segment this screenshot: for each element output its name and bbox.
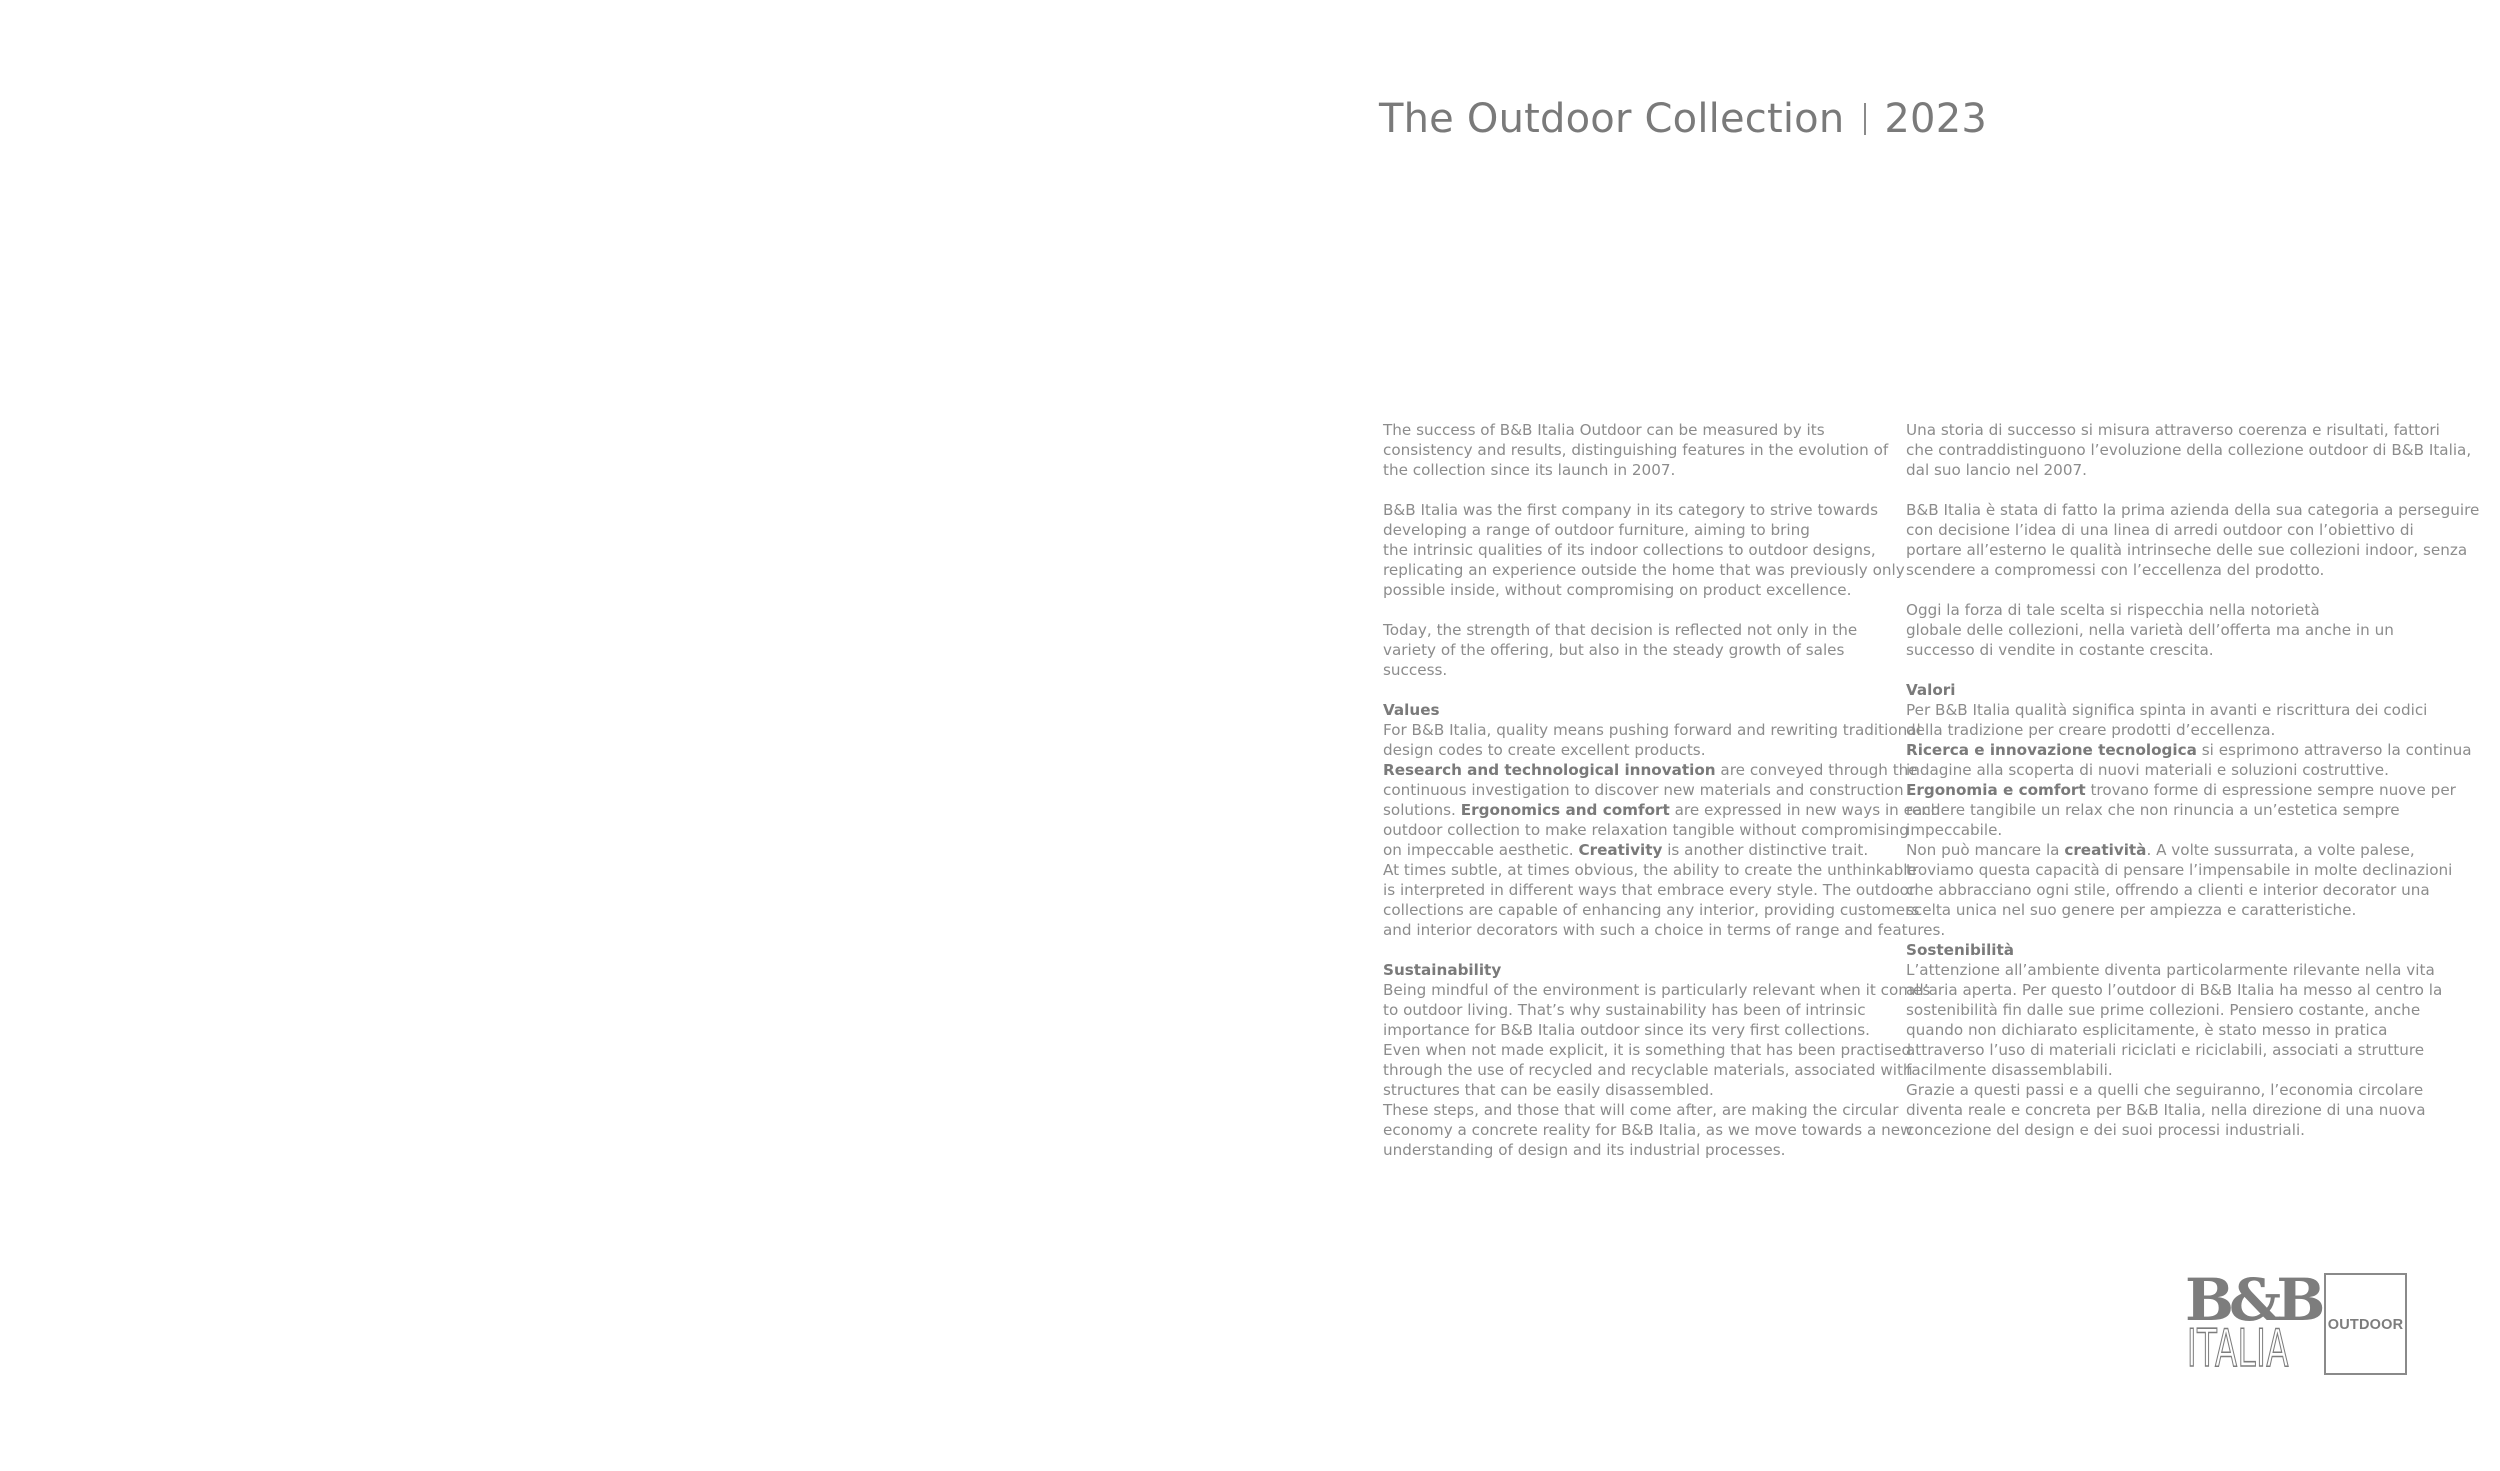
text-line: is interpreted in different ways that embrace every style. The outdoor: [1383, 881, 1916, 899]
text-line: [1383, 760, 1918, 780]
text-line: to outdoor living. That’s why sustainability has been of intrinsic: [1383, 1001, 1866, 1019]
text-line: scendere a compromessi con l’eccellenza del prodotto.: [1906, 561, 2325, 579]
text-line: quando non dichiarato esplicitamente, è stato messo in pratica: [1906, 1021, 2388, 1039]
text-line: success.: [1383, 661, 1448, 679]
text-line: continuous investigation to discover new materials and construction: [1383, 781, 1904, 799]
title-text: The Outdoor Collection: [1379, 96, 1845, 142]
text-line: the collection since its launch in 2007.: [1383, 461, 1676, 479]
text-line: B&B Italia è stata di fatto la prima azienda della sua categoria a perseguire: [1906, 501, 2480, 519]
logo-outdoor-label: OUTDOOR: [2327, 1317, 2404, 1333]
text-line: Una storia di successo si misura attraverso coerenza e risultati, fattori: [1906, 421, 2440, 439]
text-line: structures that can be easily disassembled.: [1383, 1081, 1714, 1099]
text-line: These steps, and those that will come after, are making the circular: [1383, 1101, 1899, 1119]
it-values-paragraph: [1906, 680, 2472, 920]
text-run: solutions.: [1383, 801, 1461, 819]
italian-column: [1906, 420, 2480, 1160]
text-line: consistency and results, distinguishing features in the evolution of: [1383, 441, 1889, 459]
en-values-heading: Values: [1383, 701, 1440, 719]
text-line: sostenibilità fin dalle sue prime collezioni. Pensiero costante, anche: [1906, 1001, 2421, 1019]
bold-term: Ergonomics and comfort: [1460, 801, 1670, 819]
it-today-paragraph: [1906, 600, 2416, 660]
bold-term: Research and technological innovation: [1383, 761, 1716, 779]
text-line: che abbracciano ogni stile, offrendo a clienti e interior decorator una: [1906, 881, 2430, 899]
it-values-heading: Valori: [1906, 681, 1956, 699]
title-separator: [1864, 103, 1866, 135]
text-line: [1383, 800, 1941, 820]
text-line: through the use of recycled and recyclable materials, associated with: [1383, 1061, 1913, 1079]
text-line: Even when not made explicit, it is something that has been practised: [1383, 1041, 1912, 1059]
logo-brand-bottom: ITALIA: [2187, 1319, 2289, 1379]
text-line: Per B&B Italia qualità significa spinta in avanti e riscrittura dei codici: [1906, 701, 2428, 719]
text-line: troviamo questa capacità di pensare l’impensabile in molte declinazioni: [1906, 861, 2453, 879]
text-line: Oggi la forza di tale scelta si rispecchia nella notorietà: [1906, 601, 2320, 619]
text-line: facilmente disassemblabili.: [1906, 1061, 2113, 1079]
text-run: are expressed in new ways in each: [1669, 801, 1941, 819]
text-line: [1383, 840, 1903, 860]
text-line: [1906, 780, 2456, 800]
text-line: che contraddistinguono l’evoluzione della collezione outdoor di B&B Italia,: [1906, 441, 2472, 459]
it-sustainability-paragraph: [1906, 940, 2443, 1140]
text-line: Grazie a questi passi e a quelli che seguiranno, l’economia circolare: [1906, 1081, 2424, 1099]
text-line: the intrinsic qualities of its indoor collections to outdoor designs,: [1383, 541, 1876, 559]
text-line: diventa reale e concreta per B&B Italia, nella direzione di una nuova: [1906, 1101, 2426, 1119]
text-line: understanding of design and its industrial processes.: [1383, 1141, 1786, 1159]
text-line: globale delle collezioni, nella varietà dell’offerta ma anche in un: [1906, 621, 2394, 639]
logo-outdoor-box: [2324, 1273, 2407, 1375]
text-line: Today, the strength of that decision is reflected not only in the: [1383, 621, 1858, 639]
text-run: on impeccable aesthetic.: [1383, 841, 1579, 859]
text-line: The success of B&B Italia Outdoor can be measured by its: [1383, 421, 1825, 439]
text-line: successo di vendite in costante crescita.: [1906, 641, 2214, 659]
text-line: della tradizione per creare prodotti d’eccellenza.: [1906, 721, 2276, 739]
text-line: [1906, 840, 2416, 860]
text-line: variety of the offering, but also in the steady growth of sales: [1383, 641, 1845, 659]
text-line: attraverso l’uso di materiali riciclati e riciclabili, associati a strutture: [1906, 1041, 2425, 1059]
text-line: For B&B Italia, quality means pushing forward and rewriting traditional: [1383, 721, 1921, 739]
title-year: 2023: [1884, 96, 1987, 142]
it-sustainability-heading: Sostenibilità: [1906, 941, 2014, 959]
logo-brand-top: B&B: [2185, 1266, 2321, 1334]
en-sustainability-heading: Sustainability: [1383, 961, 1502, 979]
brand-logo: [2185, 1266, 2407, 1379]
text-line: B&B Italia was the first company in its category to strive towards: [1383, 501, 1878, 519]
text-run: are conveyed through the: [1715, 761, 1918, 779]
text-line: rendere tangibile un relax che non rinuncia a un’estetica sempre: [1906, 801, 2400, 819]
bold-term: creatività: [2064, 841, 2147, 859]
it-first-company-paragraph: [1906, 500, 2480, 580]
text-line: collections are capable of enhancing any interior, providing customers: [1383, 901, 1920, 919]
text-run: trovano forme di espressione sempre nuove per: [2085, 781, 2456, 799]
text-line: scelta unica nel suo genere per ampiezza e caratteristiche.: [1906, 901, 2357, 919]
text-line: concezione del design e dei suoi processi industriali.: [1906, 1121, 2305, 1139]
text-run: si esprimono attraverso la continua: [2196, 741, 2472, 759]
bold-term: Ricerca e innovazione tecnologica: [1906, 741, 2197, 759]
bold-term: Ergonomia e comfort: [1906, 781, 2086, 799]
bold-term: Creativity: [1578, 841, 1663, 859]
text-line: design codes to create excellent products.: [1383, 741, 1706, 759]
it-intro-paragraph: [1906, 420, 2472, 480]
text-line: indagine alla scoperta di nuovi materiali e soluzioni costruttive.: [1906, 761, 2389, 779]
text-run: Non può mancare la: [1906, 841, 2065, 859]
text-line: L’attenzione all’ambiente diventa particolarmente rilevante nella vita: [1906, 961, 2435, 979]
text-line: replicating an experience outside the home that was previously only: [1383, 561, 1905, 579]
en-intro-paragraph: [1383, 420, 1903, 480]
text-line: Being mindful of the environment is particularly relevant when it comes: [1383, 981, 1931, 999]
en-first-company-paragraph: [1383, 500, 1903, 600]
text-run: is another distinctive trait.: [1662, 841, 1869, 859]
text-line: developing a range of outdoor furniture, aiming to bring: [1383, 521, 1810, 539]
text-line: At times subtle, at times obvious, the ability to create the unthinkable: [1383, 861, 1917, 879]
text-line: [1906, 740, 2472, 760]
text-line: all’aria aperta. Per questo l’outdoor di B&B Italia ha messo al centro la: [1906, 981, 2443, 999]
en-sustainability-paragraph: [1383, 960, 1931, 1160]
text-line: importance for B&B Italia outdoor since its very first collections.: [1383, 1021, 1871, 1039]
text-line: impeccabile.: [1906, 821, 2003, 839]
text-line: economy a concrete reality for B&B Italia, as we move towards a new: [1383, 1121, 1913, 1139]
text-line: portare all’esterno le qualità intrinseche delle sue collezioni indoor, senza: [1906, 541, 2468, 559]
en-today-paragraph: [1383, 620, 1903, 680]
text-line: and interior decorators with such a choice in terms of range and features.: [1383, 921, 1946, 939]
text-line: con decisione l’idea di una linea di arredi outdoor con l’obiettivo di: [1906, 521, 2414, 539]
text-line: outdoor collection to make relaxation tangible without compromising: [1383, 821, 1909, 839]
text-line: dal suo lancio nel 2007.: [1906, 461, 2087, 479]
text-line: possible inside, without compromising on product excellence.: [1383, 581, 1852, 599]
text-run: . A volte sussurrata, a volte palese,: [2146, 841, 2415, 859]
en-values-paragraph: [1383, 700, 1946, 940]
page-title: [1379, 96, 1987, 142]
